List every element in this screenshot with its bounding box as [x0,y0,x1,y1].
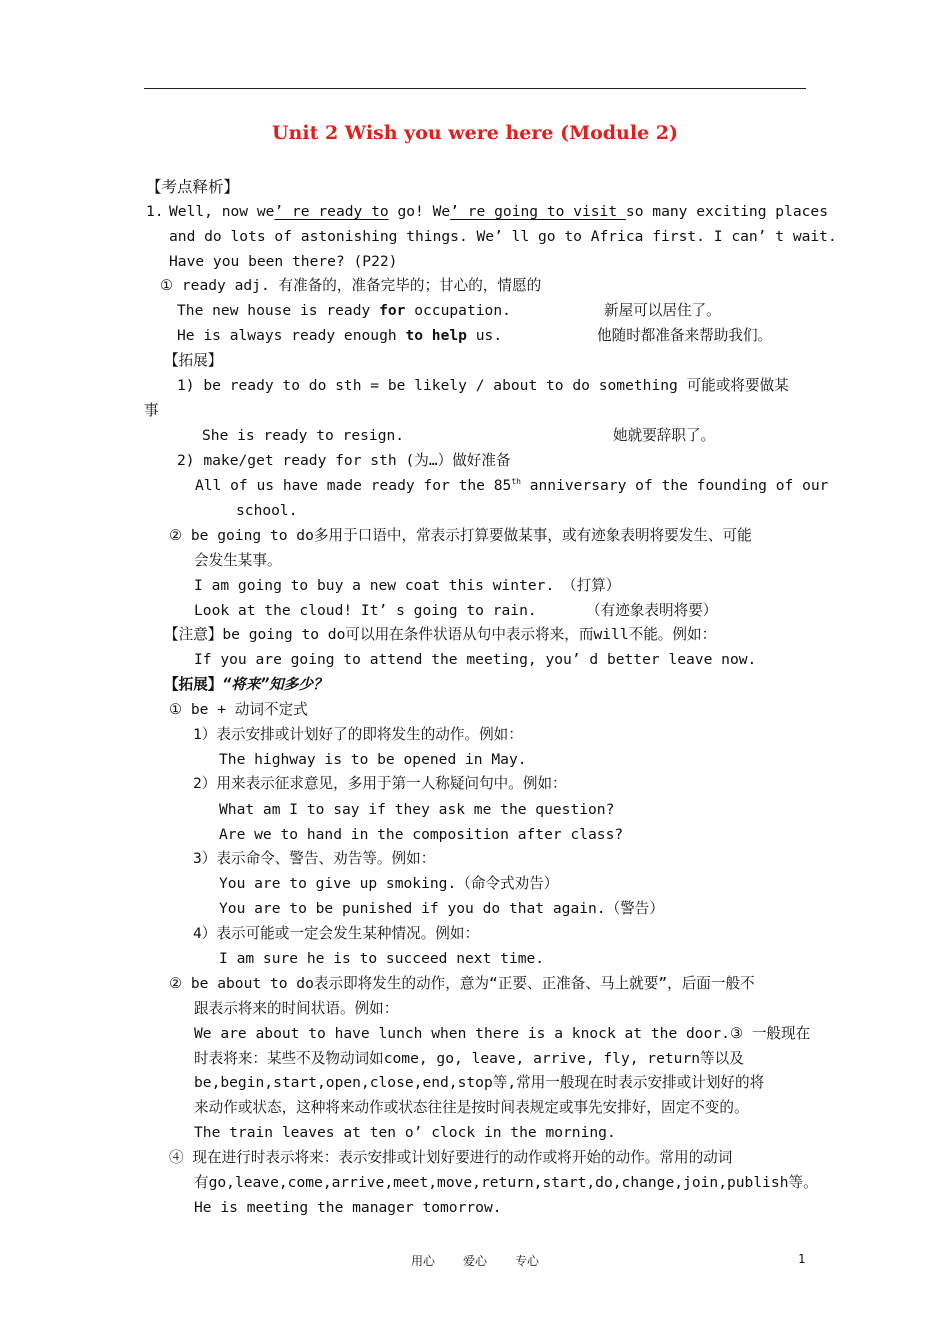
extension-label: 【拓展】 [164,676,223,693]
text-run: us. [466,327,503,344]
future-s2-example-2: Are we to hand in the composition after class? [219,826,624,843]
footer-text: 爱心 [462,1254,487,1268]
text-run: He is always ready enough [177,327,406,344]
going-heading-wrap: 会发生某事。 [194,552,282,569]
bold-word: to help [405,327,467,344]
future-h2-wrap: 跟表示将来的时间状语。例如： [194,1000,399,1017]
future-h3-line1: 时表将来：某些不及物动词如come, go, leave, arrive, fly, return等以及 [194,1050,744,1067]
ready-example-2-translation: 他随时都准备来帮助我们。 [597,327,773,344]
footer-text: 用心 [410,1254,435,1268]
text-run: All of us have made ready for the 85 [195,477,512,494]
underlined-phrase: ’ re ready to [274,203,389,220]
future-s1: 1）表示安排或计划好了的即将发生的动作。例如： [193,726,523,743]
superscript: th [511,477,521,487]
future-h4-wrap: 有go,leave,come,arrive,meet,move,return,start,do,change,join,publish等。 [194,1174,818,1191]
future-s4: 4）表示可能或一定会发生某种情况。例如： [193,925,480,942]
future-s2-example-1: What am I to say if they ask me the question? [219,801,615,818]
page-title: Unit 2 Wish you were here (Module 2) [271,122,678,144]
extension-2: 2) make/get ready for sth (为…）做好准备 [177,452,511,469]
going-example-1-note: （打算） [562,577,621,594]
item-number: 1. [146,203,164,220]
future-h3-example: The train leaves at ten o’ clock in the morning. [194,1124,616,1141]
ready-example-1-translation: 新屋可以居住了。 [604,302,721,319]
item1-line3: Have you been there? (P22) [169,253,398,270]
ready-example-2 [177,326,502,346]
note-example: If you are going to attend the meeting, you’ d better leave now. [194,651,757,668]
future-h1: ① be + 动词不定式 [169,701,308,718]
future-h2: ② be about to do表示即将发生的动作，意为“正要、正准备、马上就要”，后面一般不 [169,975,755,992]
extension-1-translation: 她就要辞职了。 [613,427,716,444]
future-s3-example-2: You are to be punished if you do that again.（警告） [219,900,664,917]
future-s4-example: I am sure he is to succeed next time. [219,950,545,967]
ready-heading: ① ready adj. 有准备的，准备完毕的；甘心的，情愿的 [160,277,542,294]
future-s2: 2）用来表示征求意见，多用于第一人称疑问句中。例如： [193,775,567,792]
going-example-1: I am going to buy a new coat this winter. [194,577,555,594]
future-h4: ④ 现在进行时表示将来：表示安排或计划好要进行的动作或将开始的动作。常用的动词 [169,1149,733,1166]
text-run: go! We [388,203,451,220]
future-s3-example-1: You are to give up smoking.（命令式劝告） [219,875,559,892]
extension-2-example [195,476,828,496]
text-run: anniversary of the founding of our [520,477,829,494]
extension-1-example: She is ready to resign. [202,427,405,444]
future-h2-example: We are about to have lunch when there is a knock at the door.③ 一般现在 [194,1025,811,1042]
item1-line2: and do lots of astonishing things. We’ ll go to Africa first. I can’ t wait. [169,228,837,245]
future-heading [164,675,328,695]
going-example-2: Look at the cloud! It’ s going to rain. [194,602,537,619]
text-run: occupation. [405,302,511,319]
future-h3-line3: 来动作或状态，这种将来动作或状态往往是按时间表规定或事先安排好，固定不变的。 [194,1099,749,1116]
extension-label: 【拓展】 [164,352,223,369]
footer-text: 专心 [515,1254,540,1268]
text-run: Well, now we [169,203,275,220]
underlined-phrase: ’ re going to visit [450,203,626,220]
text-run: The new house is ready [177,302,380,319]
note: 【注意】be going to do可以用在条件状语从句中表示将来，而will不能。例如： [164,626,717,643]
future-s1-example: The highway is to be opened in May. [219,751,527,768]
ready-example-1 [177,301,511,321]
text-run: so many exciting places [625,203,829,220]
header-rule [144,88,806,89]
future-s3: 3）表示命令、警告、劝告等。例如： [193,850,436,867]
going-example-2-note: （有迹象表明将要） [586,602,718,619]
extension-2-example-wrap: school. [236,502,298,519]
item1-line1 [169,202,828,222]
section-heading: 【考点释析】 [146,178,240,196]
bold-word: for [379,302,406,319]
extension-1: 1) be ready to do sth = be likely / about to do something 可能或将要做某 [177,377,789,394]
extension-1-wrap: 事 [144,402,159,419]
page-number: 1 [798,1252,806,1266]
future-heading-title: “将来”知多少？ [222,676,328,693]
future-h3-line2: be,begin,start,open,close,end,stop等,常用一般现在时表示安排或计划好的将 [194,1074,765,1091]
future-h4-example: He is meeting the manager tomorrow. [194,1199,502,1216]
going-heading: ② be going to do多用于口语中，常表示打算要做某事，或有迹象表明将要发生、可能 [169,527,752,544]
footer [0,1252,950,1269]
